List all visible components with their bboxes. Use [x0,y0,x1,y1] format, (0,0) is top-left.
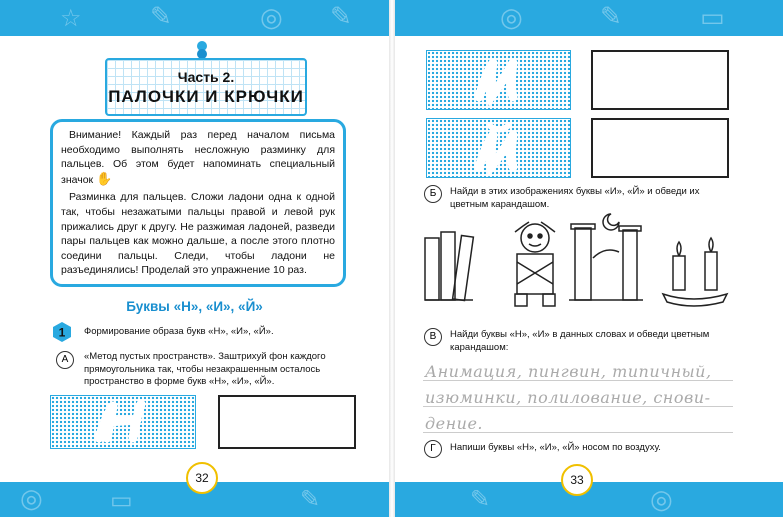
task1-text: Формирование образа букв «Н», «И», «Й». [84,326,274,337]
dotted-rectangle-letter-i[interactable] [426,50,571,110]
attention-paragraph-1 [61,128,335,187]
decor-letter: ✎ [600,2,622,32]
attention-text: Внимание! Каждый раз перед началом письма необходимо выполнять несложную разминку для пальцев. Об этом будет напоминать специальный значок [61,129,335,186]
letter-n-shape-icon [51,396,195,448]
blank-rectangle[interactable] [218,395,356,449]
books-icon [425,232,473,301]
decor-letter: ◎ [260,3,283,33]
hidden-letters-illustration [423,208,733,310]
decor-letter: ◎ [650,485,673,515]
decor-letter: ◎ [20,484,43,514]
task-g-text: Напиши буквы «Н», «И», «Й» носом по воздуху. [450,442,661,453]
blank-rectangle[interactable] [591,50,729,110]
task-letter-g: Г [424,440,442,458]
page-number-32: 32 [186,462,218,494]
hand-icon: ✋ [96,170,113,186]
candles-icon [663,238,727,306]
section-heading: Буквы «Н», «И», «Й» [126,299,263,314]
decor-letter: ✎ [150,2,172,32]
chapter-title-line2: ПАЛОЧКИ И КРЮЧКИ [108,87,304,106]
left-page [0,36,389,485]
decor-letter: ✎ [330,2,352,32]
decor-letter: ✎ [300,485,321,513]
task-a-text: «Метод пустых пространств». Заштрихуй фон каждого прямоугольника так, чтобы незакрашенным осталось пространство в форме букв «Н», «И», «Й». [84,351,326,387]
svg-text:1: 1 [58,325,66,340]
decor-letter: ▭ [110,486,133,514]
task-letter-b: Б [424,185,442,203]
clown-icon [515,222,555,306]
columns-icon [569,214,643,300]
attention-paragraph-2: Разминка для пальцев. Сложи ладони одна к одной так, чтобы незажатыми пальцы правой и левой рук прижались друг к другу. Не разжимая ладоней, разведи пары пальцев как можно дальше, а после этого плотно соедини пальцы. Следи, чтобы ладони не разъединялись! Проделай это упражнение 10 раз. [61,191,335,277]
task-number-badge [51,321,73,343]
decor-letter: ◎ [500,3,523,33]
task-b-text: Найди в этих изображениях буквы «И», «Й» и обведи их цветным карандашом. [450,186,700,210]
right-page [395,36,783,487]
attention-box [50,119,346,287]
decor-letter: ☆ [60,4,82,32]
dotted-rectangle-letter-i-short[interactable] [426,118,571,178]
page-number-33: 33 [561,464,593,496]
script-word-line-1: Анимация, пингвин, типичный, [425,362,712,381]
chapter-title-line1: Часть 2. [177,69,235,85]
blank-rectangle[interactable] [591,118,729,178]
script-word-line-3: дение. [425,414,484,433]
task-letter-a: А [56,351,74,369]
dotted-rectangle-letter-n[interactable] [50,395,196,449]
letter-i-shape-icon [427,51,570,109]
letter-i-short-shape-icon [427,119,570,177]
task-v-text: Найди буквы «Н», «И» в данных словах и обведи цветным карандашом: [450,329,710,353]
script-word-line-2: изюминки, полилование, снови- [425,388,711,407]
decor-letter: ▭ [700,3,725,33]
decor-letter: ✎ [470,485,491,513]
chapter-title [105,58,307,116]
task-letter-v: В [424,328,442,346]
